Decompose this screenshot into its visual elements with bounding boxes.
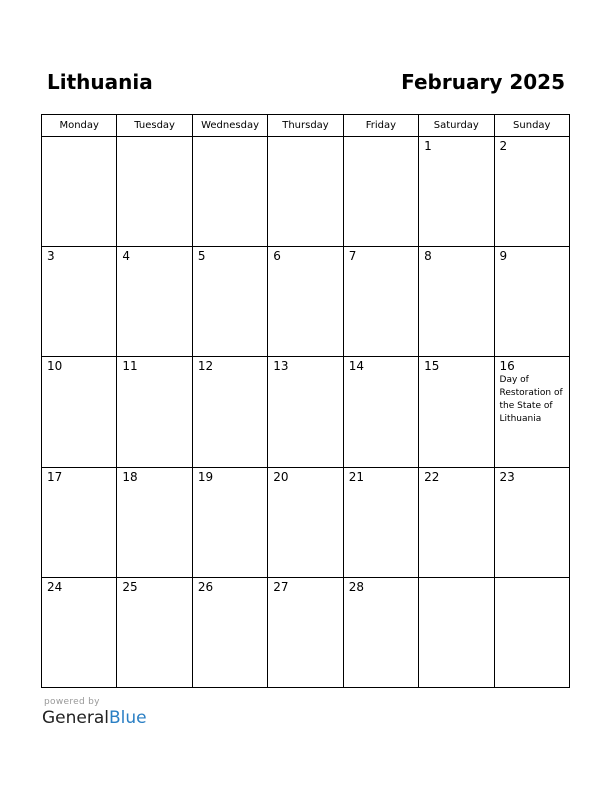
day-number: 16 bbox=[499, 359, 515, 374]
day-number: 5 bbox=[197, 249, 206, 264]
day-cell bbox=[419, 247, 494, 357]
day-cell bbox=[494, 467, 569, 577]
day-cell bbox=[117, 137, 192, 247]
day-number: 2 bbox=[499, 139, 508, 153]
day-number: 13 bbox=[273, 359, 289, 374]
country-title: Lithuania bbox=[47, 70, 153, 94]
day-number: 15 bbox=[424, 359, 440, 374]
day-number: 20 bbox=[273, 469, 289, 484]
day-number: 23 bbox=[499, 469, 515, 484]
day-cell bbox=[494, 577, 569, 687]
day-cell bbox=[42, 577, 117, 687]
day-number: 6 bbox=[273, 249, 281, 264]
day-cell bbox=[343, 577, 418, 687]
day-number bbox=[193, 137, 267, 139]
day-number: 9 bbox=[499, 249, 508, 264]
day-cell bbox=[343, 357, 418, 467]
day-number bbox=[344, 137, 418, 139]
weekday-header-saturday: Saturday bbox=[419, 115, 494, 137]
week-row bbox=[42, 357, 570, 467]
day-number: 3 bbox=[47, 249, 55, 264]
day-number: 19 bbox=[197, 469, 214, 484]
day-cell bbox=[343, 467, 418, 577]
day-number: 26 bbox=[197, 579, 214, 594]
weekday-header-tuesday: Tuesday bbox=[117, 115, 192, 137]
day-cell bbox=[268, 137, 343, 247]
day-number: 4 bbox=[122, 249, 131, 264]
day-number: 7 bbox=[348, 249, 357, 264]
week-row bbox=[42, 247, 570, 357]
day-number: 22 bbox=[424, 469, 440, 484]
day-number: 27 bbox=[273, 579, 289, 594]
day-number: 25 bbox=[122, 579, 138, 594]
weekday-header-thursday: Thursday bbox=[268, 115, 343, 137]
day-cell bbox=[42, 467, 117, 577]
day-number bbox=[42, 137, 116, 139]
day-cell bbox=[117, 467, 192, 577]
weekday-header-wednesday: Wednesday bbox=[192, 115, 267, 137]
day-cell bbox=[268, 357, 343, 467]
day-cell bbox=[192, 247, 267, 357]
day-cell bbox=[117, 357, 192, 467]
day-number: 21 bbox=[348, 469, 364, 484]
day-cell bbox=[419, 467, 494, 577]
day-number: 24 bbox=[47, 579, 63, 594]
generalblue-logo[interactable] bbox=[42, 708, 147, 728]
day-cell bbox=[42, 247, 117, 357]
day-cell bbox=[268, 467, 343, 577]
calendar-grid bbox=[41, 114, 570, 688]
day-number: 17 bbox=[47, 469, 63, 484]
day-cell bbox=[419, 357, 494, 467]
day-cell bbox=[268, 577, 343, 687]
brand-blue: Blue bbox=[109, 708, 147, 728]
day-number: 28 bbox=[348, 579, 364, 594]
day-number: 8 bbox=[424, 249, 432, 264]
week-row bbox=[42, 467, 570, 577]
day-cell bbox=[494, 247, 569, 357]
weekday-header-friday: Friday bbox=[343, 115, 418, 137]
day-cell bbox=[343, 137, 418, 247]
day-number: 12 bbox=[197, 359, 214, 374]
day-cell bbox=[494, 137, 569, 247]
weekday-header-row bbox=[42, 115, 570, 137]
day-number: 18 bbox=[122, 469, 138, 484]
day-number: 14 bbox=[348, 359, 364, 374]
day-cell bbox=[343, 247, 418, 357]
day-cell bbox=[192, 467, 267, 577]
weekday-header-sunday: Sunday bbox=[494, 115, 569, 137]
holiday-label: Day of Restoration of the State of Lithuania bbox=[499, 375, 563, 425]
day-cell bbox=[117, 577, 192, 687]
day-cell bbox=[192, 137, 267, 247]
weekday-header-monday: Monday bbox=[42, 115, 117, 137]
day-cell bbox=[419, 577, 494, 687]
day-number bbox=[419, 578, 493, 580]
powered-by-text: powered by bbox=[44, 697, 100, 707]
day-cell bbox=[42, 357, 117, 467]
day-cell bbox=[192, 577, 267, 687]
week-row bbox=[42, 137, 570, 247]
day-number: 11 bbox=[122, 359, 138, 374]
day-cell bbox=[192, 357, 267, 467]
day-cell bbox=[268, 247, 343, 357]
day-number: 10 bbox=[47, 359, 63, 374]
week-row bbox=[42, 577, 570, 687]
day-cell bbox=[42, 137, 117, 247]
day-number bbox=[495, 578, 569, 580]
brand-general: General bbox=[42, 708, 109, 728]
day-cell-holiday bbox=[494, 357, 569, 467]
day-number: 1 bbox=[424, 139, 432, 153]
month-title: February 2025 bbox=[401, 70, 565, 94]
day-number bbox=[268, 137, 342, 139]
day-number bbox=[117, 137, 191, 139]
day-cell bbox=[117, 247, 192, 357]
day-cell bbox=[419, 137, 494, 247]
